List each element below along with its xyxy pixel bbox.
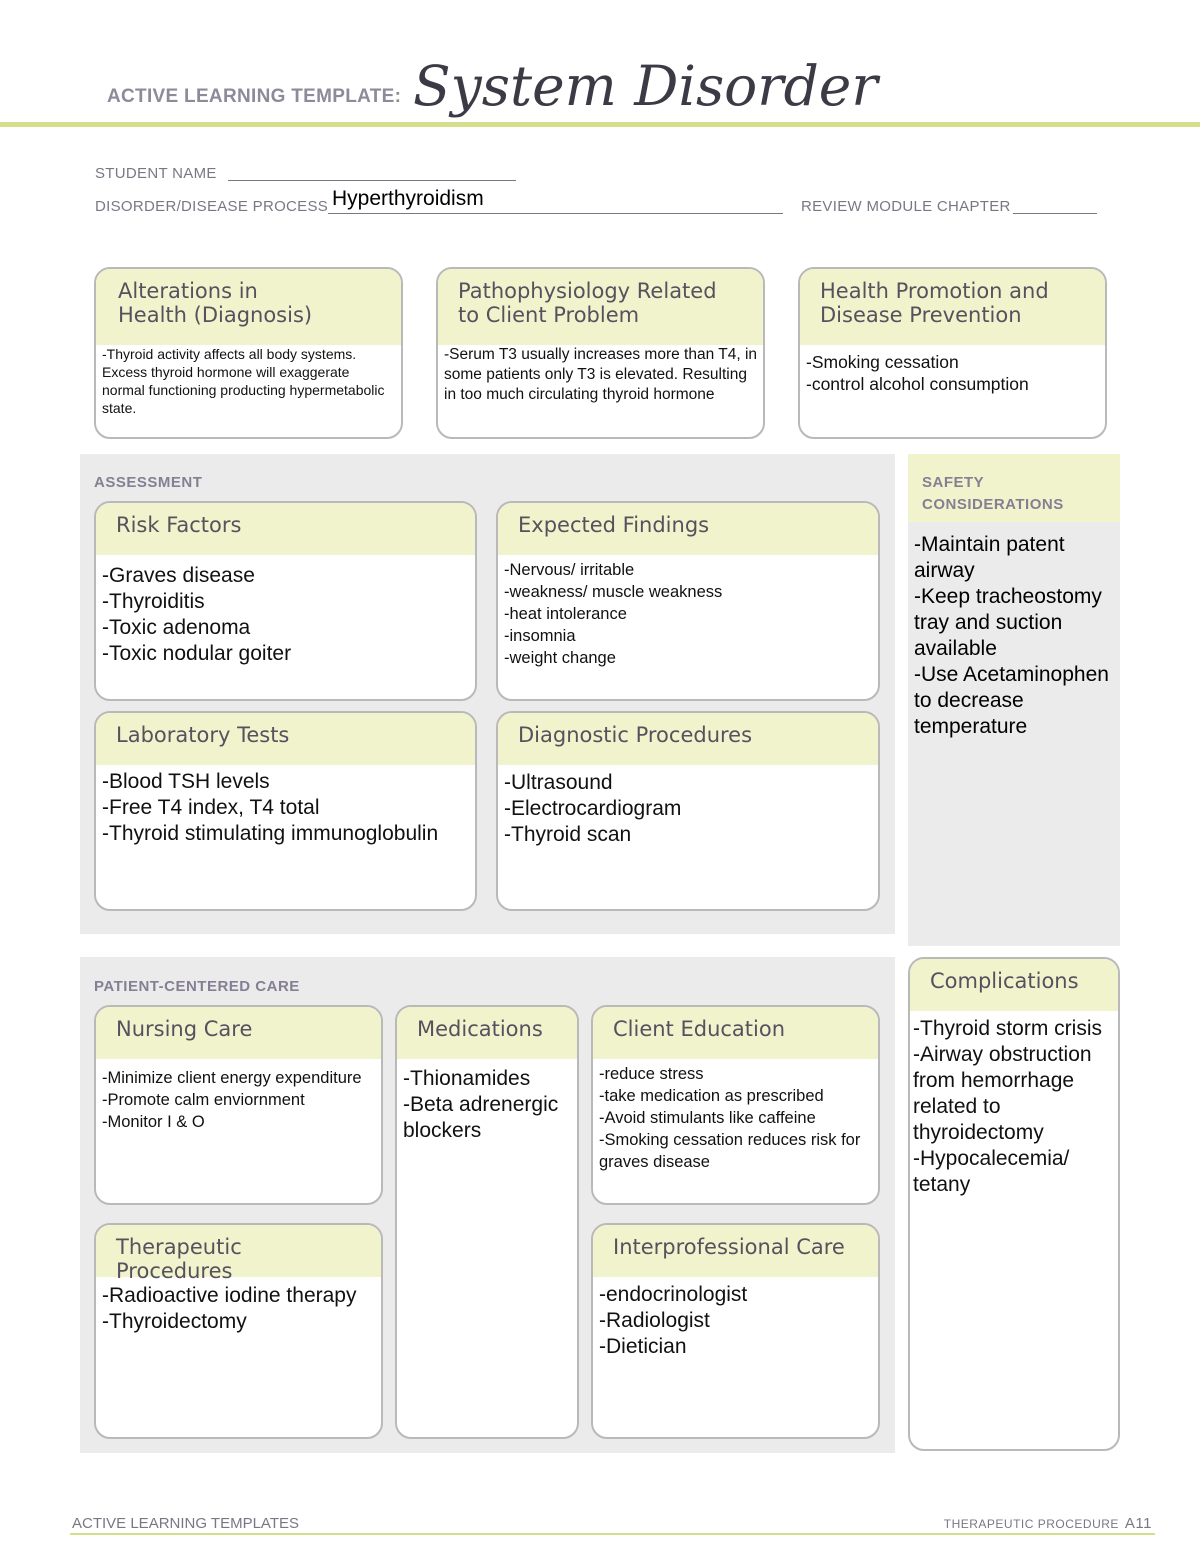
student-name-label: STUDENT NAME xyxy=(95,165,217,182)
risk-factors-title: Risk Factors xyxy=(96,503,475,555)
expected-findings-box xyxy=(496,501,880,701)
medications-body: -Thionamides -Beta adrenergic blockers xyxy=(403,1067,559,1142)
disorder-value: Hyperthyroidism xyxy=(332,187,484,210)
expected-findings-body: -Nervous/ irritable -weakness/ muscle weakness -heat intolerance -insomnia -weight change xyxy=(504,561,723,667)
assessment-heading: ASSESSMENT xyxy=(94,474,203,491)
alterations-in-health-title: Alterations in Health (Diagnosis) xyxy=(96,269,401,345)
diagnostic-procedures-body: -Ultrasound -Electrocardiogram -Thyroid scan xyxy=(504,771,682,846)
complications-title: Complications xyxy=(910,959,1118,1011)
laboratory-tests-box xyxy=(94,711,477,911)
interprofessional-care-title: Interprofessional Care xyxy=(593,1225,878,1277)
therapeutic-procedures-box xyxy=(94,1223,383,1439)
client-education-title: Client Education xyxy=(593,1007,878,1059)
pathophysiology-body: -Serum T3 usually increases more than T4, in some patients only T3 is elevated. Resulting in too much circulating thyroid hormone xyxy=(444,346,758,403)
health-promotion-title: Health Promotion and Disease Prevention xyxy=(800,269,1105,345)
risk-factors-box xyxy=(94,501,477,701)
footer-left-text: ACTIVE LEARNING TEMPLATES xyxy=(72,1515,299,1532)
interprofessional-care-box xyxy=(591,1223,880,1439)
health-promotion-body: -Smoking cessation -control alcohol consumption xyxy=(806,352,1029,394)
expected-findings-title: Expected Findings xyxy=(498,503,878,555)
review-module-field[interactable] xyxy=(1013,196,1097,214)
page-number: A11 xyxy=(1124,1515,1152,1532)
laboratory-tests-title: Laboratory Tests xyxy=(96,713,475,765)
complications-body: -Thyroid storm crisis -Airway obstruction from hemorrhage related to thyroidectomy -Hypocalecemia/ tetany xyxy=(913,1017,1103,1196)
nursing-care-title: Nursing Care xyxy=(96,1007,381,1059)
medications-box xyxy=(395,1005,579,1439)
client-education-box xyxy=(591,1005,880,1205)
footer-right-text: THERAPEUTIC PROCEDURE xyxy=(943,1517,1119,1531)
footer-right xyxy=(944,1515,1152,1532)
disorder-label: DISORDER/DISEASE PROCESS xyxy=(95,198,329,215)
medications-title: Medications xyxy=(397,1007,577,1059)
diagnostic-procedures-title: Diagnostic Procedures xyxy=(498,713,878,765)
safety-heading: SAFETY CONSIDERATIONS xyxy=(922,474,1064,513)
nursing-care-body: -Minimize client energy expenditure -Promote calm enviornment -Monitor I & O xyxy=(102,1069,362,1131)
student-name-field[interactable] xyxy=(228,162,516,181)
interprofessional-care-body: -endocrinologist -Radiologist -Dietician xyxy=(599,1283,748,1358)
template-kicker: ACTIVE LEARNING TEMPLATE: xyxy=(107,86,402,107)
client-education-body: -reduce stress -take medication as prescribed -Avoid stimulants like caffeine -Smoking cessation reduces risk for graves disease xyxy=(599,1065,861,1171)
footer-divider xyxy=(70,1533,1155,1535)
therapeutic-procedures-title: Therapeutic Procedures xyxy=(96,1225,381,1277)
health-promotion-box xyxy=(798,267,1107,439)
safety-body: -Maintain patent airway -Keep tracheostomy tray and suction available -Use Acetaminophen to decrease temperature xyxy=(914,533,1109,738)
laboratory-tests-body: -Blood TSH levels -Free T4 index, T4 total -Thyroid stimulating immunoglobulin xyxy=(102,770,439,845)
alterations-in-health-body: -Thyroid activity affects all body systems. Excess thyroid hormone will exaggerate normal functioning producting hypermetabolic state. xyxy=(102,346,385,416)
patient-care-heading: PATIENT-CENTERED CARE xyxy=(94,978,300,995)
pathophysiology-box xyxy=(436,267,765,439)
pathophysiology-title: Pathophysiology Related to Client Problem xyxy=(438,269,763,345)
nursing-care-box xyxy=(94,1005,383,1205)
template-title: System Disorder xyxy=(413,54,878,118)
therapeutic-procedures-body: -Radioactive iodine therapy -Thyroidectomy xyxy=(102,1284,357,1333)
review-module-label: REVIEW MODULE CHAPTER xyxy=(801,198,1011,215)
alterations-in-health-box xyxy=(94,267,403,439)
diagnostic-procedures-box xyxy=(496,711,880,911)
complications-box xyxy=(908,957,1120,1451)
header-divider xyxy=(0,122,1200,127)
risk-factors-body: -Graves disease -Thyroiditis -Toxic adenoma -Toxic nodular goiter xyxy=(102,564,292,665)
